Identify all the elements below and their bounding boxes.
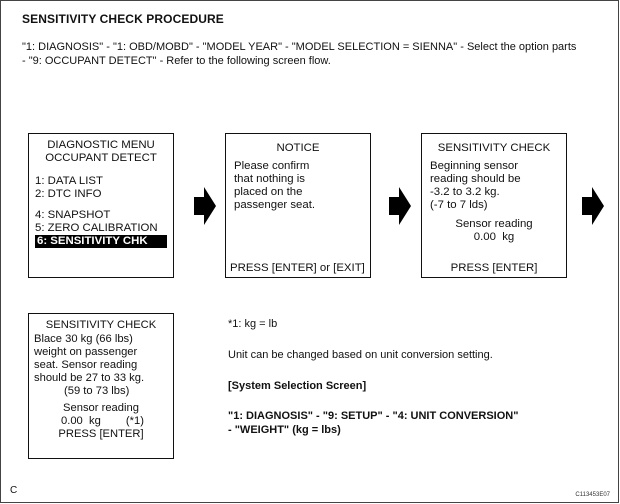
weight-reading-note: (*1) xyxy=(125,415,144,427)
check-line4: (-7 to 7 lds) xyxy=(430,199,488,211)
notice-line2: that nothing is xyxy=(234,173,305,185)
weight-sensor-reading-value: 0.00 kg xyxy=(61,415,101,427)
check-line2: reading should be xyxy=(430,173,521,185)
weight-line1: Blace 30 kg (66 lbs) xyxy=(34,333,133,345)
menu-item-sensitivity-chk-selected: 6: SENSITIVITY CHK xyxy=(35,235,167,248)
page-title: SENSITIVITY CHECK PROCEDURE xyxy=(22,12,224,26)
weight-sensor-reading-label: Sensor reading xyxy=(63,402,139,414)
sensor-reading-label: Sensor reading xyxy=(455,218,533,230)
flow-arrow-1 xyxy=(194,187,216,225)
menu-title-line1: DIAGNOSTIC MENU xyxy=(47,139,155,151)
menu-item-snapshot: 4: SNAPSHOT xyxy=(35,209,111,221)
check-line1: Beginning sensor xyxy=(430,160,519,172)
weight-line2: weight on passenger xyxy=(34,346,138,358)
check-line3: -3.2 to 3.2 kg. xyxy=(430,186,500,198)
notice-line1: Please confirm xyxy=(234,160,310,172)
notice-line3: placed on the xyxy=(234,186,303,198)
menu-item-data-list: 1: DATA LIST xyxy=(35,175,103,187)
menu-title-line2: OCCUPANT DETECT xyxy=(45,152,157,164)
flow-arrow-3 xyxy=(582,187,604,225)
footnote-kg-lb: *1: kg = lb xyxy=(228,318,278,330)
weight-line4: should be 27 to 33 kg. xyxy=(34,372,145,384)
unit-conversion-path-line1: "1: DIAGNOSIS" - "9: SETUP" - "4: UNIT CONVERSION" xyxy=(228,410,519,422)
unit-conversion-note: Unit can be changed based on unit conversion setting. xyxy=(228,349,493,361)
notice-title: NOTICE xyxy=(276,142,320,154)
screen-sensitivity-check-weight xyxy=(28,313,174,459)
notice-footer: PRESS [ENTER] or [EXIT] xyxy=(230,262,365,274)
sensor-reading-value: 0.00 kg xyxy=(473,231,515,243)
intro-text: "1: DIAGNOSIS" - "1: OBD/MOBD" - "MODEL YEAR" - "MODEL SELECTION = SIENNA" - Select the option parts - "9: OCCUPANT DETECT" - Refer to the following screen flow. xyxy=(22,41,577,67)
weight-line5: (59 to 73 lbs) xyxy=(64,385,130,397)
screen-notice xyxy=(225,133,371,278)
menu-item-zero-calibration: 5: ZERO CALIBRATION xyxy=(35,222,158,234)
screen-diagnostic-menu xyxy=(28,133,174,278)
system-selection-heading: [System Selection Screen] xyxy=(228,380,367,392)
corner-label: C xyxy=(10,485,18,496)
menu-item-dtc-info: 2: DTC INFO xyxy=(35,188,102,200)
check-footer: PRESS [ENTER] xyxy=(450,262,538,274)
unit-conversion-path-line2: - "WEIGHT" (kg = lbs) xyxy=(228,424,341,436)
check-title: SENSITIVITY CHECK xyxy=(437,142,551,154)
flow-arrow-2 xyxy=(389,187,411,225)
figure-code: C113453E07 xyxy=(575,492,610,498)
menu-title xyxy=(29,139,173,165)
weight-line3: seat. Sensor reading xyxy=(34,359,138,371)
weight-check-title: SENSITIVITY CHECK xyxy=(45,319,157,331)
notice-line4: passenger seat. xyxy=(234,199,316,211)
weight-check-footer: PRESS [ENTER] xyxy=(58,428,144,440)
screen-sensitivity-check-begin xyxy=(421,133,567,278)
